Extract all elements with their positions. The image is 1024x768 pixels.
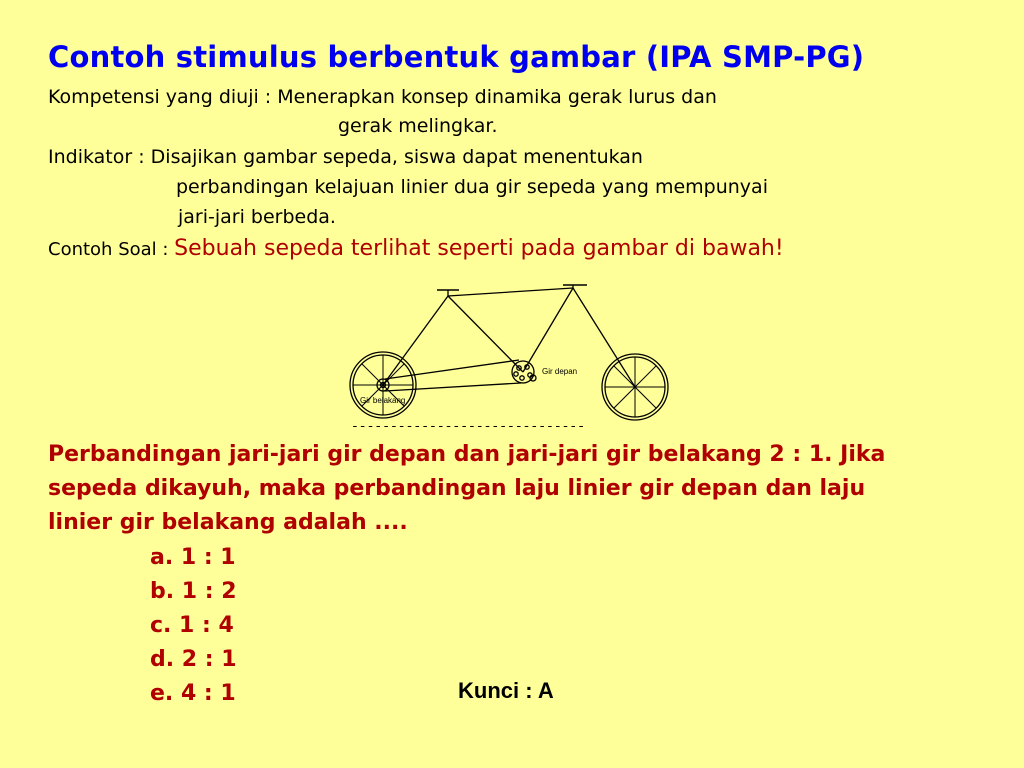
chain-top xyxy=(385,360,519,379)
contoh-soal-text: Sebuah sepeda terlihat seperti pada gambar di bawah! xyxy=(174,236,784,261)
indikator-row xyxy=(48,146,643,168)
answer-key: Kunci : A xyxy=(458,678,554,703)
label-gir-belakang: Gir belakang xyxy=(360,396,406,405)
option-e: e. 4 : 1 xyxy=(150,681,236,706)
option-d: d. 2 : 1 xyxy=(150,647,237,672)
fork xyxy=(573,288,635,387)
question-text xyxy=(48,438,978,540)
kompetensi-label: Kompetensi yang diuji : xyxy=(48,86,278,108)
kompetensi-row xyxy=(48,86,717,108)
indikator-text-2: perbandingan kelajuan linier dua gir sepeda yang mempunyai xyxy=(176,176,768,198)
slide-title: Contoh stimulus berbentuk gambar (IPA SMP-PG) xyxy=(48,40,865,74)
contoh-soal-row xyxy=(48,236,784,261)
question-line-3: linier gir belakang adalah .... xyxy=(48,510,408,535)
option-c: c. 1 : 4 xyxy=(150,613,234,638)
indikator-label: Indikator : xyxy=(48,146,151,168)
indikator-text-1: Disajikan gambar sepeda, siswa dapat menentukan xyxy=(150,146,643,168)
label-gir-depan: Gir depan xyxy=(542,367,578,376)
top-tube xyxy=(448,288,573,296)
kompetensi-text-1: Menerapkan konsep dinamika gerak lurus dan xyxy=(277,86,717,108)
chain-bottom xyxy=(385,383,521,391)
question-line-1: Perbandingan jari-jari gir depan dan jari-jari gir belakang 2 : 1. Jika xyxy=(48,442,886,467)
bicycle-figure xyxy=(345,278,680,430)
option-a: a. 1 : 1 xyxy=(150,545,236,570)
kompetensi-text-2: gerak melingkar. xyxy=(338,115,498,137)
indikator-text-3: jari-jari berbeda. xyxy=(178,206,336,228)
ground-line: ------------------------------ xyxy=(351,419,586,430)
option-b: b. 1 : 2 xyxy=(150,579,237,604)
contoh-soal-label: Contoh Soal : xyxy=(48,239,175,260)
down-tube xyxy=(523,288,573,372)
question-line-2: sepeda dikayuh, maka perbandingan laju linier gir depan dan laju xyxy=(48,476,866,501)
